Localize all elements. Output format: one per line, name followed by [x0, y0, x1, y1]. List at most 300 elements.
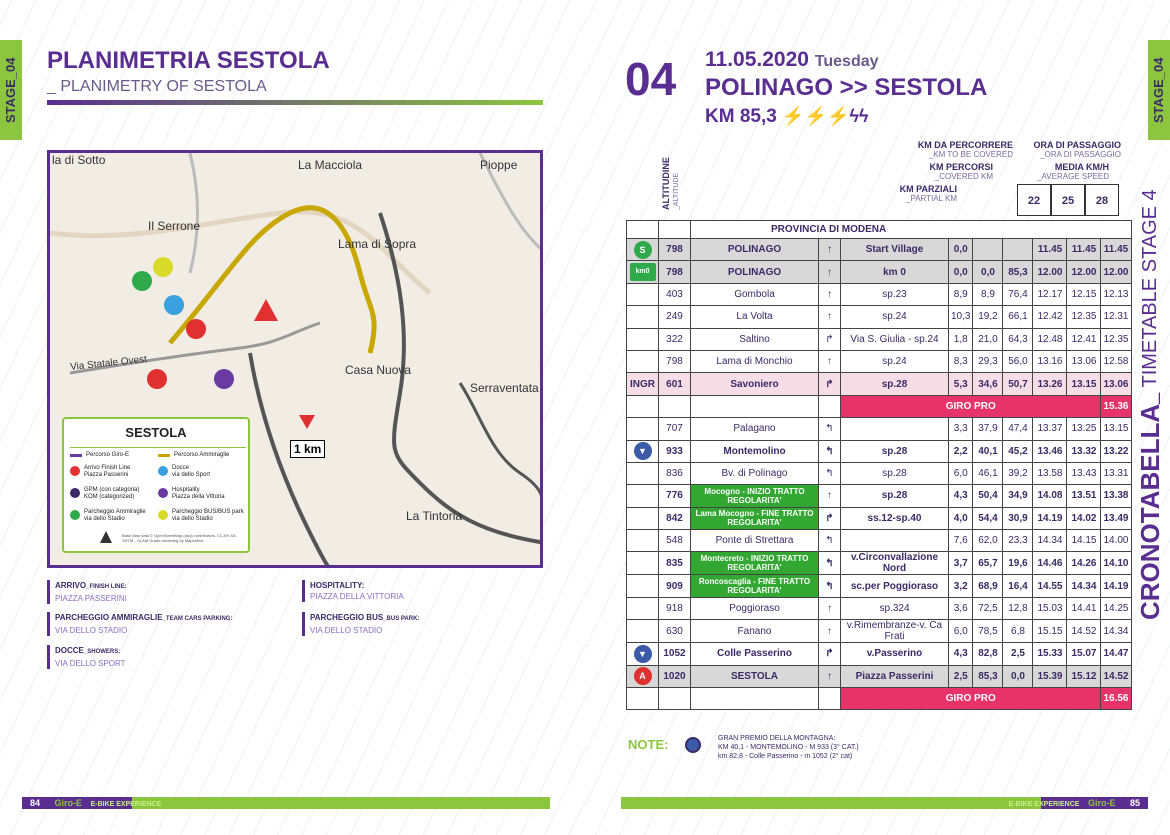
- altitude-cell: 842: [659, 507, 691, 529]
- difficulty-icon: [782, 106, 868, 127]
- table-row: [627, 440, 1132, 462]
- time-28-cell: 12.31: [1101, 306, 1131, 328]
- time-22-cell: 12.42: [1033, 306, 1067, 328]
- giro-pro-row: [627, 688, 1132, 710]
- location-cell: Poggioraso: [691, 597, 819, 619]
- direction-cell: ↰: [819, 462, 841, 484]
- road-cell: sp.28: [841, 462, 949, 484]
- altitude-cell: 776: [659, 485, 691, 507]
- table-row: [627, 261, 1132, 283]
- time-28-cell: 14.34: [1101, 620, 1131, 643]
- altitude-cell: 918: [659, 597, 691, 619]
- location-cell: Montecreto - INIZIO TRATTO REGOLARITA': [691, 552, 819, 575]
- altitude-cell: 249: [659, 306, 691, 328]
- time-22-cell: 13.26: [1033, 373, 1067, 395]
- row-icon: [627, 462, 659, 484]
- road-cell: Start Village: [841, 239, 949, 261]
- location-cell: Palagano: [691, 418, 819, 440]
- page-footer: [22, 797, 550, 809]
- location-cell: Colle Passerino: [691, 643, 819, 665]
- covered-km-cell: 50,4: [973, 485, 1003, 507]
- time-28-cell: 11.45: [1101, 239, 1131, 261]
- time-22-cell: 13.46: [1033, 440, 1067, 462]
- altitude-cell: 1020: [659, 665, 691, 687]
- km-left-cell: [1003, 239, 1033, 261]
- map-label: Via Statale Ovest: [69, 354, 148, 373]
- legend-item: Percorso Ammiraglie: [174, 452, 230, 458]
- time-22-cell: 14.19: [1033, 507, 1067, 529]
- road-cell: v.Circonvallazione Nord: [841, 552, 949, 575]
- time-28-cell: 13.06: [1101, 373, 1131, 395]
- info-team-parking: PARCHEGGIO AMMIRAGLIE_TEAM CARS PARKING: VIA DELLO STADIO: [47, 612, 232, 636]
- page-title: PLANIMETRIA SESTOLA: [47, 47, 330, 74]
- hospitality-icon: [158, 488, 168, 498]
- time-22-cell: 15.33: [1033, 643, 1067, 665]
- partial-km-cell: 6,0: [949, 462, 973, 484]
- row-icon: [627, 597, 659, 619]
- partial-km-cell: 6,0: [949, 620, 973, 643]
- time-28-cell: 14.52: [1101, 665, 1131, 687]
- time-25-cell: 13.25: [1067, 418, 1101, 440]
- bolt-icon: ϟ: [858, 106, 869, 126]
- location-cell: Saltino: [691, 328, 819, 350]
- covered-km-cell: 40,1: [973, 440, 1003, 462]
- speed-28: 28: [1085, 184, 1119, 216]
- direction-cell: ↱: [819, 643, 841, 665]
- info-finish: ARRIVO_FINISH LINE: PIAZZA PASSERINI: [47, 580, 127, 604]
- road-cell: sp.28: [841, 485, 949, 507]
- map-label: Lama di Sopra: [338, 237, 417, 251]
- time-25-cell: 13.51: [1067, 485, 1101, 507]
- partial-km-cell: 1,8: [949, 328, 973, 350]
- km-left-cell: 50,7: [1003, 373, 1033, 395]
- location-cell: Ponte di Strettara: [691, 530, 819, 552]
- km-left-cell: 64,3: [1003, 328, 1033, 350]
- giro-pro-time: 16.56: [1101, 688, 1131, 710]
- time-28-cell: 14.19: [1101, 575, 1131, 597]
- kom-icon: ▼: [634, 645, 652, 663]
- road-cell: v.Passerino: [841, 643, 949, 665]
- map-label: Il Serrone: [148, 219, 201, 233]
- row-icon: [627, 530, 659, 552]
- header-km-to-cover: KM DA PERCORRERE _KM TO BE COVERED: [917, 140, 1013, 159]
- covered-km-cell: 85,3: [973, 665, 1003, 687]
- time-22-cell: 12.17: [1033, 283, 1067, 305]
- covered-km-cell: 65,7: [973, 552, 1003, 575]
- km-left-cell: 39,2: [1003, 462, 1033, 484]
- altitude-cell: 1052: [659, 643, 691, 665]
- km-left-cell: 0,0: [1003, 665, 1033, 687]
- partial-km-cell: 3,6: [949, 597, 973, 619]
- road-cell: v.Rimembranze-v. Ca Frati: [841, 620, 949, 643]
- location-cell: Mocogno - INIZIO TRATTO REGOLARITA': [691, 485, 819, 507]
- km-left-cell: 56,0: [1003, 350, 1033, 372]
- time-22-cell: 12.48: [1033, 328, 1067, 350]
- info-hospitality: HOSPITALITY: PIAZZA DELLA VITTORIA: [302, 580, 404, 602]
- row-icon: [627, 620, 659, 643]
- right-page: [585, 0, 1170, 835]
- row-icon: [627, 575, 659, 597]
- altitude-cell: 601: [659, 373, 691, 395]
- time-28-cell: 12.00: [1101, 261, 1131, 283]
- bolt-icon: ⚡: [782, 106, 805, 126]
- direction-cell: ↱: [819, 373, 841, 395]
- road-cell: sp.24: [841, 306, 949, 328]
- covered-km-cell: 19,2: [973, 306, 1003, 328]
- time-25-cell: 13.06: [1067, 350, 1101, 372]
- time-22-cell: 11.45: [1033, 239, 1067, 261]
- parking-bus-icon[interactable]: [153, 257, 173, 277]
- altitude-cell: 909: [659, 575, 691, 597]
- time-28-cell: 12.13: [1101, 283, 1131, 305]
- time-22-cell: 13.37: [1033, 418, 1067, 440]
- time-25-cell: 13.43: [1067, 462, 1101, 484]
- location-cell: La Volta: [691, 306, 819, 328]
- km0-icon: km0: [630, 263, 656, 281]
- time-28-cell: 12.35: [1101, 328, 1131, 350]
- warning-sign-icon: [254, 299, 278, 321]
- legend-item: Docce: [172, 465, 190, 471]
- location-cell: Gombola: [691, 283, 819, 305]
- table-row: [627, 575, 1132, 597]
- covered-km-cell: 29,3: [973, 350, 1003, 372]
- footer-tag: E-BIKE EXPERIENCE: [90, 801, 162, 808]
- page-number: 85: [1129, 798, 1140, 808]
- partial-km-cell: 2,2: [949, 440, 973, 462]
- time-22-cell: 13.58: [1033, 462, 1067, 484]
- speed-25: 25: [1051, 184, 1085, 216]
- row-icon: [627, 328, 659, 350]
- time-25-cell: 14.02: [1067, 507, 1101, 529]
- altitude-cell: 798: [659, 261, 691, 283]
- time-25-cell: 13.32: [1067, 440, 1101, 462]
- note-label: NOTE:: [628, 737, 669, 752]
- row-icon: [627, 283, 659, 305]
- time-22-cell: 12.00: [1033, 261, 1067, 283]
- table-row: [627, 328, 1132, 350]
- bolt-icon: ϟ: [849, 106, 859, 126]
- giro-pro-label: GIRO PRO: [841, 395, 1101, 417]
- showers-icon[interactable]: [164, 295, 184, 315]
- direction-cell: ↑: [819, 620, 841, 643]
- altitude-cell: 630: [659, 620, 691, 643]
- legend-item: Piazza Passerini: [84, 472, 129, 478]
- kom-icon: [70, 488, 80, 498]
- table-row: [627, 507, 1132, 529]
- footer-brand: Giro-E: [1087, 798, 1116, 808]
- km-left-cell: 85,3: [1003, 261, 1033, 283]
- altitude-cell: 836: [659, 462, 691, 484]
- partial-km-cell: 5,3: [949, 373, 973, 395]
- location-cell: Roncoscaglia - FINE TRATTO REGOLARITA': [691, 575, 819, 597]
- time-22-cell: 14.55: [1033, 575, 1067, 597]
- legend-item: via dello Sport: [172, 472, 211, 478]
- legend-item: via dello Stadio: [84, 516, 125, 522]
- legend-title: SESTOLA: [125, 425, 187, 440]
- road-cell: km 0: [841, 261, 949, 283]
- direction-cell: ↑: [819, 239, 841, 261]
- time-25-cell: 12.41: [1067, 328, 1101, 350]
- partial-km-cell: 3,2: [949, 575, 973, 597]
- altitude-header: ALTITUDINE: [661, 157, 671, 210]
- time-25-cell: 14.34: [1067, 575, 1101, 597]
- table-row: [627, 597, 1132, 619]
- altitude-header-en: _ALTITUDE: [673, 172, 680, 210]
- location-cell: Bv. di Polinago: [691, 462, 819, 484]
- time-22-cell: 14.34: [1033, 530, 1067, 552]
- map-credit: Base Map data © OpenStreetMap (and) contributors, CC-BY-SA SRTM - GLAM Grado rendering by Maperitive: [122, 533, 236, 543]
- km-left-cell: 2,5: [1003, 643, 1033, 665]
- row-icon: [627, 306, 659, 328]
- time-25-cell: 14.52: [1067, 620, 1101, 643]
- bolt-icon: ⚡: [826, 106, 850, 126]
- direction-cell: ↰: [819, 575, 841, 597]
- partial-km-cell: 7,6: [949, 530, 973, 552]
- legend-route-line: [70, 454, 82, 457]
- table-row: [627, 350, 1132, 372]
- km-left-cell: 19,6: [1003, 552, 1033, 575]
- altitude-cell: 403: [659, 283, 691, 305]
- direction-cell: ↑: [819, 283, 841, 305]
- road-cell: ss.12-sp.40: [841, 507, 949, 529]
- covered-km-cell: 82,8: [973, 643, 1003, 665]
- partial-km-cell: 8,3: [949, 350, 973, 372]
- city-map[interactable]: [47, 150, 543, 568]
- location-cell: Lama di Monchio: [691, 350, 819, 372]
- parking-icon[interactable]: [132, 271, 152, 291]
- stage-date: 11.05.2020 Tuesday: [705, 48, 879, 71]
- time-25-cell: 15.12: [1067, 665, 1101, 687]
- giro-pro-row: [627, 395, 1132, 417]
- footer-tag: E-BIKE EXPERIENCE: [1008, 801, 1080, 808]
- row-icon: [627, 643, 659, 665]
- km-left-cell: 23,3: [1003, 530, 1033, 552]
- map-label: Pioppe: [480, 158, 518, 172]
- row-icon: [627, 418, 659, 440]
- road-cell: sp.24: [841, 350, 949, 372]
- stage-number: 04: [625, 53, 677, 105]
- covered-km-cell: 0,0: [973, 261, 1003, 283]
- table-row: [627, 665, 1132, 687]
- scale-label: 1 km: [290, 440, 325, 458]
- header-passing: ORA DI PASSAGGIO _ORA DI PASSAGGIO: [1033, 140, 1121, 159]
- road-cell: sp.23: [841, 283, 949, 305]
- time-28-cell: 14.10: [1101, 552, 1131, 575]
- covered-km-cell: 8,9: [973, 283, 1003, 305]
- km-left-cell: 66,1: [1003, 306, 1033, 328]
- time-28-cell: 13.38: [1101, 485, 1131, 507]
- km-left-cell: 34,9: [1003, 485, 1033, 507]
- partial-km-cell: 8,9: [949, 283, 973, 305]
- finish-icon: [70, 466, 80, 476]
- finish-icon: A: [634, 667, 652, 685]
- time-25-cell: 14.15: [1067, 530, 1101, 552]
- km-left-cell: 45,2: [1003, 440, 1033, 462]
- direction-cell: ↑: [819, 485, 841, 507]
- legend-item: Parcheggio Ammiraglie: [84, 509, 146, 515]
- speed-22: 22: [1017, 184, 1051, 216]
- legend-item: Hospitality: [172, 487, 200, 493]
- direction-cell: ↰: [819, 440, 841, 462]
- table-row: [627, 485, 1132, 507]
- km-left-cell: 76,4: [1003, 283, 1033, 305]
- map-label: Serraventata: [470, 381, 539, 395]
- km-left-cell: 12,8: [1003, 597, 1033, 619]
- giro-pro-time: 15.36: [1101, 395, 1131, 417]
- road-cell: sp.28: [841, 373, 949, 395]
- location-cell: Lama Mocogno - FINE TRATTO REGOLARITA': [691, 507, 819, 529]
- row-icon: [627, 485, 659, 507]
- location-cell: POLINAGO: [691, 239, 819, 261]
- time-25-cell: 12.15: [1067, 283, 1101, 305]
- location-cell: Fanano: [691, 620, 819, 643]
- table-row: [627, 530, 1132, 552]
- covered-km-cell: [973, 239, 1003, 261]
- table-row: [627, 418, 1132, 440]
- road-cell: Via S. Giulia - sp.24: [841, 328, 949, 350]
- direction-cell: ↑: [819, 597, 841, 619]
- showers-icon: [158, 466, 168, 476]
- covered-km-cell: 72,5: [973, 597, 1003, 619]
- road-cell: [841, 418, 949, 440]
- km-left-cell: 30,9: [1003, 507, 1033, 529]
- partial-km-cell: 0,0: [949, 239, 973, 261]
- time-28-cell: 12.58: [1101, 350, 1131, 372]
- stage-tab: STAGE_04: [0, 40, 22, 140]
- legend-item: Arrivo Finish Line: [84, 465, 131, 471]
- road-cell: Piazza Passerini: [841, 665, 949, 687]
- direction-cell: ↑: [819, 350, 841, 372]
- direction-cell: ↰: [819, 552, 841, 575]
- partial-km-cell: 2,5: [949, 665, 973, 687]
- map-label: Casa Nuova: [345, 363, 412, 377]
- covered-km-cell: 37,9: [973, 418, 1003, 440]
- road-cell: sc.per Poggioraso: [841, 575, 949, 597]
- partial-km-cell: 3,3: [949, 418, 973, 440]
- time-25-cell: 14.26: [1067, 552, 1101, 575]
- covered-km-cell: 34,6: [973, 373, 1003, 395]
- altitude-cell: 835: [659, 552, 691, 575]
- note-text: GRAN PREMIO DELLA MONTAGNA: KM 40,1 - MONTEMOLINO - M 933 (3° CAT.) km 82,8 - Colle Passerino - m 1052 (2° cat): [718, 735, 859, 760]
- finish-icon[interactable]: [147, 369, 167, 389]
- legend-item: Percorso Giro-E: [86, 452, 130, 458]
- info-showers: DOCCE_SHOWERS: VIA DELLO SPORT: [47, 645, 126, 669]
- page-subtitle: _ PLANIMETRY OF SESTOLA: [47, 78, 267, 95]
- table-row: [627, 620, 1132, 643]
- stage-distance: KM 85,3 ⚡⚡⚡ϟϟ: [705, 106, 869, 127]
- map-label: La Tintoria: [406, 509, 463, 523]
- time-22-cell: 13.16: [1033, 350, 1067, 372]
- province-row: [627, 221, 1132, 239]
- direction-cell: ↱: [819, 507, 841, 529]
- start-icon: S: [634, 241, 652, 259]
- km-left-cell: 47,4: [1003, 418, 1033, 440]
- direction-cell: ↰: [819, 418, 841, 440]
- legend-item: GPM (con categoria) KOM (categorized): [84, 487, 140, 500]
- location-cell: POLINAGO: [691, 261, 819, 283]
- map-legend: [62, 417, 250, 553]
- altitude-cell: 798: [659, 239, 691, 261]
- row-icon: [627, 440, 659, 462]
- side-title: CRONOTABELLA_ TIMETABLE STAGE 4: [1135, 189, 1165, 620]
- north-arrow-icon: [100, 531, 112, 543]
- location-cell: SESTOLA: [691, 665, 819, 687]
- direction-cell: ↱: [819, 328, 841, 350]
- covered-km-cell: 68,9: [973, 575, 1003, 597]
- table-row: [627, 283, 1132, 305]
- kom-icon: ▼: [634, 442, 652, 460]
- road-cell: [841, 530, 949, 552]
- table-row: [627, 552, 1132, 575]
- time-22-cell: 15.39: [1033, 665, 1067, 687]
- km-left-cell: 6,8: [1003, 620, 1033, 643]
- time-22-cell: 15.03: [1033, 597, 1067, 619]
- time-25-cell: 15.07: [1067, 643, 1101, 665]
- legend-cars-line: [158, 454, 170, 457]
- page-footer: [621, 797, 1148, 809]
- page-number: 84: [30, 798, 41, 808]
- time-28-cell: 13.31: [1101, 462, 1131, 484]
- row-icon: [627, 350, 659, 372]
- location-cell: Montemolino: [691, 440, 819, 462]
- ingr-label: INGR: [630, 378, 655, 390]
- map-label: La Macciola: [298, 158, 363, 172]
- direction-cell: ↰: [819, 530, 841, 552]
- partial-km-cell: 4,3: [949, 485, 973, 507]
- km-left-cell: 16,4: [1003, 575, 1033, 597]
- time-28-cell: 14.47: [1101, 643, 1131, 665]
- finish-icon[interactable]: [186, 319, 206, 339]
- info-bus-park: PARCHEGGIO BUS_BUS PARK: VIA DELLO STADIO: [302, 612, 419, 636]
- altitude-cell: 707: [659, 418, 691, 440]
- hospitality-icon[interactable]: [214, 369, 234, 389]
- province-label: PROVINCIA DI MODENA: [691, 221, 1132, 239]
- stage-route: POLINAGO >> SESTOLA: [705, 74, 988, 101]
- footer-brand: Giro-E: [54, 798, 83, 808]
- row-icon: [627, 373, 659, 395]
- covered-km-cell: 78,5: [973, 620, 1003, 643]
- header-partial: KM PARZIALI _PARTIAL KM: [899, 184, 957, 203]
- time-25-cell: 13.15: [1067, 373, 1101, 395]
- altitude-cell: 322: [659, 328, 691, 350]
- table-row: [627, 239, 1132, 261]
- direction-cell: ↑: [819, 261, 841, 283]
- table-row: [627, 643, 1132, 665]
- covered-km-cell: 46,1: [973, 462, 1003, 484]
- row-icon: [627, 507, 659, 529]
- row-icon: [627, 552, 659, 575]
- title-underline: [47, 100, 543, 105]
- time-28-cell: 14.00: [1101, 530, 1131, 552]
- stage-tab: STAGE_04: [1148, 40, 1170, 140]
- time-22-cell: 14.08: [1033, 485, 1067, 507]
- row-icon: [627, 665, 659, 687]
- giro-pro-label: GIRO PRO: [841, 688, 1101, 710]
- direction-cell: ↑: [819, 306, 841, 328]
- timetable: [626, 220, 1132, 710]
- bolt-icon: ⚡: [804, 106, 827, 126]
- covered-km-cell: 21,0: [973, 328, 1003, 350]
- altitude-cell: 548: [659, 530, 691, 552]
- time-25-cell: 11.45: [1067, 239, 1101, 261]
- partial-km-cell: 0,0: [949, 261, 973, 283]
- partial-km-cell: 10,3: [949, 306, 973, 328]
- road-cell: sp.324: [841, 597, 949, 619]
- altitude-cell: 933: [659, 440, 691, 462]
- kom-icon: [685, 737, 701, 753]
- time-28-cell: 13.15: [1101, 418, 1131, 440]
- legend-item: via dello Stadio: [172, 516, 213, 522]
